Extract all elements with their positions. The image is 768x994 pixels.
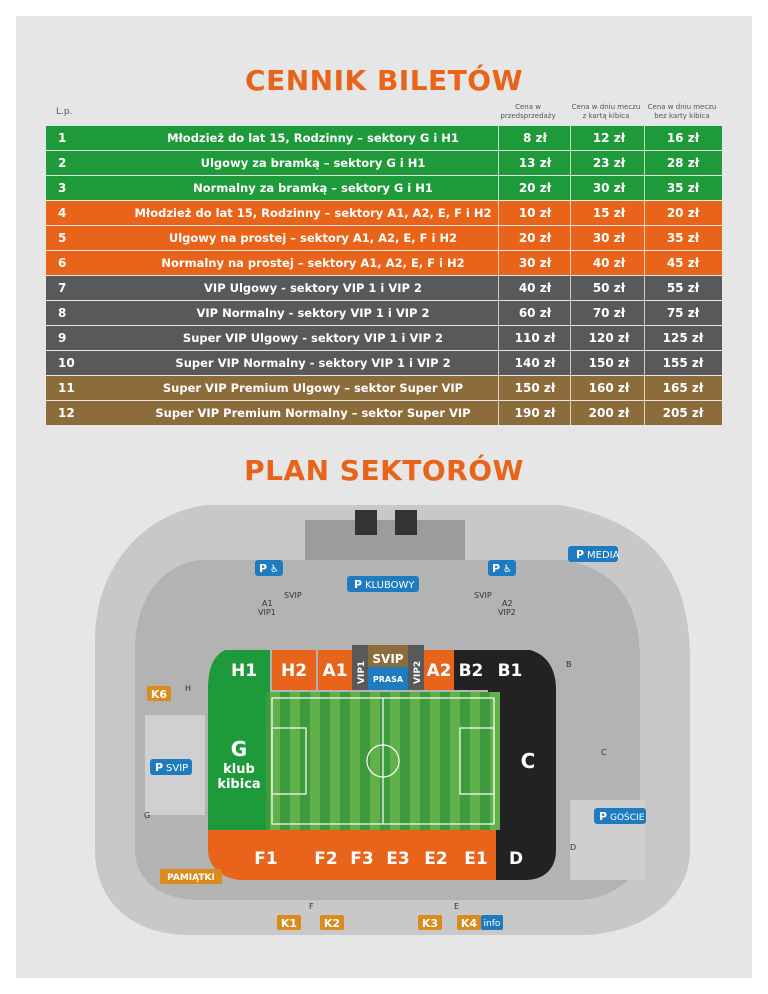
row-number: 11 <box>58 381 75 395</box>
price-list-title: CENNIK BILETÓW <box>245 64 523 97</box>
ticket-description: VIP Normalny - sektory VIP 1 i VIP 2 <box>196 306 430 320</box>
label-G: G <box>230 737 248 761</box>
row-number: 5 <box>58 231 67 245</box>
price-presale: 20 zł <box>518 181 552 195</box>
label-E1: E1 <box>464 849 488 869</box>
gate-K3 <box>418 915 442 930</box>
row-number: 10 <box>58 356 75 370</box>
label-H1: H1 <box>230 661 258 681</box>
row-number: 9 <box>58 331 67 345</box>
parking-svip-label: SVIP <box>166 763 189 774</box>
price-match-without-card: 205 zł <box>662 406 704 420</box>
price-match-without-card: 35 zł <box>666 181 700 195</box>
label-A1: A1 <box>322 661 348 681</box>
row-number: 7 <box>58 281 67 295</box>
price-match-with-card: 40 zł <box>592 256 626 270</box>
price-match-with-card: 160 zł <box>588 381 630 395</box>
entrance-d: D <box>570 843 577 852</box>
price-presale: 13 zł <box>518 156 552 170</box>
price-presale: 10 zł <box>518 206 552 220</box>
info-point-badge <box>481 915 503 930</box>
label-B1: B1 <box>497 661 523 681</box>
ticket-description: Super VIP Premium Normalny – sektor Super VIP <box>155 406 471 420</box>
price-match-without-card: 125 zł <box>662 331 704 345</box>
price-presale: 8 zł <box>523 131 547 145</box>
price-match-without-card: 55 zł <box>666 281 700 295</box>
entrance-f: F <box>309 902 314 911</box>
ticket-description: Ulgowy za bramką – sektory G i H1 <box>200 156 426 170</box>
price-match-with-card: 23 zł <box>592 156 626 170</box>
svg-text:K3: K3 <box>421 917 439 930</box>
label-F1: F1 <box>254 849 278 869</box>
label-klub: klub <box>223 762 255 777</box>
entrance-b: B <box>566 660 572 669</box>
label-D: D <box>508 849 524 869</box>
ticket-description: Normalny na prostej – sektory A1, A2, E, F i H2 <box>161 256 465 270</box>
col-match-nocard-header: Cena w dniu meczu bez karty kibica <box>647 103 717 120</box>
price-match-with-card: 50 zł <box>592 281 626 295</box>
parking-icon: P <box>354 578 363 591</box>
parking-goscie-label: GOŚCIE <box>610 813 645 823</box>
price-match-without-card: 20 zł <box>666 206 700 220</box>
ticket-description: Ulgowy na prostej – sektory A1, A2, E, F i H2 <box>168 231 458 245</box>
price-presale: 140 zł <box>514 356 556 370</box>
parking-goscie-badge <box>594 808 646 824</box>
price-presale: 40 zł <box>518 281 552 295</box>
label-E2: E2 <box>424 849 448 869</box>
entrance-svip-right: SVIP <box>474 591 492 600</box>
sector-D <box>496 830 556 880</box>
label-A2: A2 <box>426 661 452 681</box>
col-presale-header: Cena w przedsprzedaży <box>500 103 556 120</box>
entrance-h: H <box>185 684 192 693</box>
label-SVIP: SVIP <box>372 652 404 666</box>
parking-klubowy-label: KLUBOWY <box>365 580 415 591</box>
label-F2: F2 <box>314 849 338 869</box>
label-PRASA: PRASA <box>372 675 404 684</box>
price-match-with-card: 15 zł <box>592 206 626 220</box>
parking-media-label: MEDIA <box>587 550 620 561</box>
row-number: 6 <box>58 256 67 270</box>
parking-icon: P <box>576 548 585 561</box>
label-kibica: kibica <box>217 777 261 792</box>
entrance-a1: A1 <box>262 599 273 608</box>
price-presale: 110 zł <box>514 331 556 345</box>
label-F3: F3 <box>350 849 374 869</box>
row-number: 3 <box>58 181 67 195</box>
entrance-vip2: VIP2 <box>498 608 516 617</box>
price-presale: 20 zł <box>518 231 552 245</box>
price-presale: 60 zł <box>518 306 552 320</box>
price-match-with-card: 30 zł <box>592 231 626 245</box>
svg-text:info: info <box>483 919 501 929</box>
parking-svip-badge <box>150 759 192 775</box>
price-match-with-card: 12 zł <box>592 131 626 145</box>
ticket-description: Normalny za bramką – sektory G i H1 <box>193 181 433 195</box>
parking-klubowy-badge <box>347 576 419 592</box>
svg-text:K4: K4 <box>460 917 478 930</box>
price-match-without-card: 35 zł <box>666 231 700 245</box>
parking-icon: P <box>155 761 164 774</box>
entrance-e: E <box>454 902 460 911</box>
gate-K2 <box>320 915 344 930</box>
svg-text:K2: K2 <box>323 917 341 930</box>
parking-icon: P <box>599 810 608 823</box>
sector-plan-title: PLAN SEKTORÓW <box>244 454 524 487</box>
parking-disabled-left-badge <box>255 560 283 576</box>
wheelchair-icon: ♿ <box>270 564 279 575</box>
svg-text:K1: K1 <box>280 917 298 930</box>
ticket-description: VIP Ulgowy - sektory VIP 1 i VIP 2 <box>204 281 422 295</box>
svg-text:K6: K6 <box>150 688 168 701</box>
label-H2: H2 <box>280 661 308 681</box>
gate-K1 <box>277 915 301 930</box>
wheelchair-icon: ♿ <box>503 564 512 575</box>
label-C: C <box>520 749 536 773</box>
souvenir-shop-badge <box>160 869 222 884</box>
ticket-description: Super VIP Ulgowy - sektory VIP 1 i VIP 2 <box>182 331 444 345</box>
gate-K4 <box>457 915 481 930</box>
price-presale: 30 zł <box>518 256 552 270</box>
row-number: 1 <box>58 131 67 145</box>
col-lp-header: L.p. <box>56 107 73 117</box>
price-match-with-card: 200 zł <box>588 406 630 420</box>
entrance-a2: A2 <box>502 599 513 608</box>
price-match-without-card: 165 zł <box>662 381 704 395</box>
ticket-description: Młodzież do lat 15, Rodzinny – sektory A1, A2, E, F i H2 <box>134 206 492 220</box>
col-match-card-header: Cena w dniu meczu z kartą kibica <box>571 103 641 120</box>
price-match-without-card: 75 zł <box>666 306 700 320</box>
price-match-without-card: 155 zł <box>662 356 704 370</box>
price-match-without-card: 16 zł <box>666 131 700 145</box>
ticket-description: Super VIP Normalny - sektory VIP 1 i VIP 2 <box>175 356 451 370</box>
label-E3: E3 <box>386 849 410 869</box>
price-match-with-card: 30 zł <box>592 181 626 195</box>
ticket-description: Super VIP Premium Ulgowy – sektor Super VIP <box>162 381 464 395</box>
row-number: 2 <box>58 156 67 170</box>
parking-icon: P <box>492 562 501 575</box>
svg-text:PAMIĄTKI: PAMIĄTKI <box>167 873 215 883</box>
row-number: 12 <box>58 406 75 420</box>
row-number: 4 <box>58 206 67 220</box>
entrance-vip1: VIP1 <box>258 608 276 617</box>
gate-K6 <box>147 686 171 701</box>
label-VIP1: VIP1 <box>357 660 367 684</box>
parking-icon: P <box>259 562 268 575</box>
price-match-with-card: 70 zł <box>592 306 626 320</box>
label-VIP2: VIP2 <box>413 660 423 684</box>
row-number: 8 <box>58 306 67 320</box>
entrance-svip-left: SVIP <box>284 591 302 600</box>
price-match-with-card: 150 zł <box>588 356 630 370</box>
price-presale: 190 zł <box>514 406 556 420</box>
price-match-without-card: 28 zł <box>666 156 700 170</box>
ticket-description: Młodzież do lat 15, Rodzinny – sektory G i H1 <box>167 131 459 145</box>
price-match-without-card: 45 zł <box>666 256 700 270</box>
price-presale: 150 zł <box>514 381 556 395</box>
price-match-with-card: 120 zł <box>588 331 630 345</box>
main-stand-building <box>305 520 465 560</box>
entrance-g: G <box>144 811 151 820</box>
label-B2: B2 <box>458 661 484 681</box>
parking-disabled-right-badge <box>488 560 516 576</box>
entrance-c: C <box>601 748 607 757</box>
parking-media-badge <box>568 546 620 562</box>
